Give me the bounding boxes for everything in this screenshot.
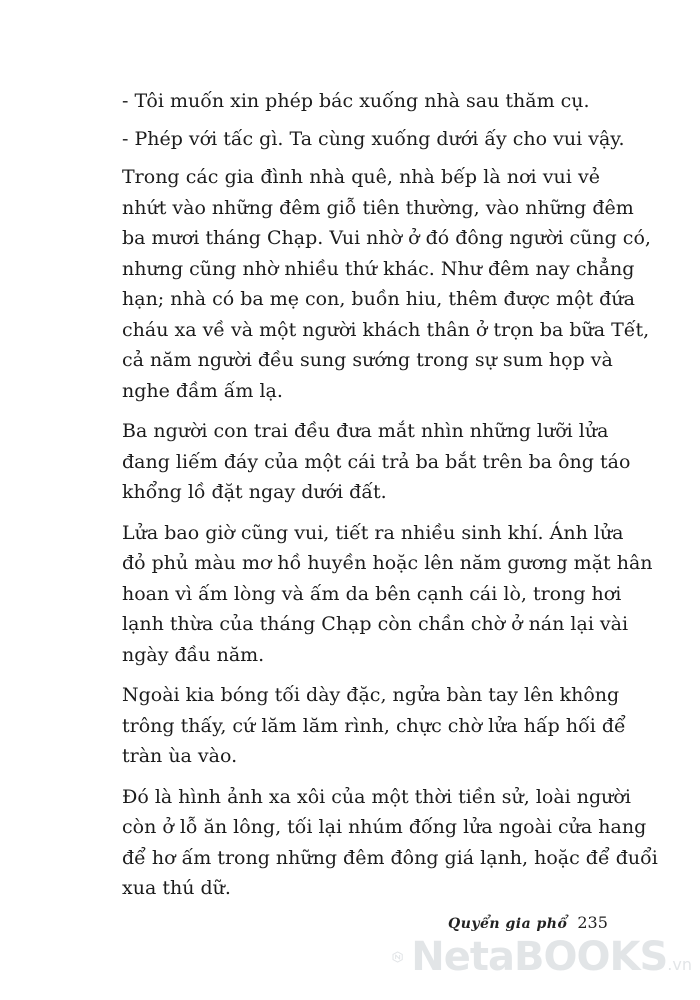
text-line: Ba người con trai đều đưa mắt nhìn những lưỡi lửa bbox=[122, 420, 609, 442]
dialogue-line-1: - Tôi muốn xin phép bác xuống nhà sau thăm cụ. bbox=[122, 90, 590, 112]
text-line: cháu xa về và một người khách thân ở trọn ba bữa Tết, bbox=[122, 318, 650, 341]
page-body bbox=[122, 86, 658, 914]
text-line: Lửa bao giờ cũng vui, tiết ra nhiều sinh khí. Ánh lửa bbox=[122, 521, 624, 544]
paragraph-4 bbox=[122, 680, 626, 772]
text-line: nhưng cũng nhờ nhiều thứ khác. Như đêm nay chẳng bbox=[122, 257, 635, 280]
running-title: Quyển gia phổ bbox=[448, 916, 568, 932]
text-line: đang liếm đáy của một cái trả ba bắt trên ba ông táo bbox=[122, 450, 631, 473]
text-line: Ngoài kia bóng tối dày đặc, ngửa bàn tay lên không bbox=[122, 684, 620, 706]
dialogue-line-2: - Phép với tấc gì. Ta cùng xuống dưới ấy cho vui vậy. bbox=[122, 128, 625, 150]
paragraph-2 bbox=[122, 416, 631, 508]
text-line: khổng lồ đặt ngay dưới đất. bbox=[122, 481, 387, 503]
text-line: xua thú dữ. bbox=[122, 877, 231, 899]
text-line: trông thấy, cứ lăm lăm rình, chực chờ lửa hấp hối để bbox=[122, 714, 626, 737]
text-line: hạn; nhà có ba mẹ con, buồn hiu, thêm được một đứa bbox=[122, 288, 635, 310]
paragraph-5 bbox=[122, 782, 658, 904]
text-line: hoan vì ấm lòng và ấm da bên cạnh cái lò, trong hơi bbox=[122, 582, 622, 605]
text-line: lạnh thừa của tháng Chạp còn chần chờ ở nán lại vài bbox=[122, 613, 629, 635]
text-line: còn ở lỗ ăn lông, tối lại nhúm đống lửa ngoài cửa hang bbox=[122, 816, 647, 838]
text-line: Trong các gia đình nhà quê, nhà bếp là nơi vui vẻ bbox=[122, 166, 600, 188]
watermark bbox=[392, 922, 692, 992]
text-line: để hơ ấm trong những đêm đông giá lạnh, hoặc để đuổi bbox=[122, 846, 658, 869]
text-line: nghe đầm ấm lạ. bbox=[122, 379, 283, 402]
watermark-text: NetaBOOKS.vn bbox=[411, 934, 692, 980]
paragraph-1 bbox=[122, 162, 651, 406]
paragraph-3 bbox=[122, 518, 653, 671]
netabooks-logo-icon bbox=[392, 929, 403, 985]
text-line: ngày đầu năm. bbox=[122, 643, 265, 666]
page-number: 235 bbox=[577, 913, 608, 932]
text-line: Đó là hình ảnh xa xôi của một thời tiền sử, loài người bbox=[122, 785, 631, 808]
text-line: đỏ phủ màu mơ hồ huyền hoặc lên năm gương mặt hân bbox=[122, 552, 653, 574]
text-line: tràn ùa vào. bbox=[122, 745, 238, 767]
text-line: cả năm người đều sung sướng trong sự sum họp và bbox=[122, 349, 613, 371]
text-line: nhứt vào những đêm giỗ tiên thường, vào những đêm bbox=[122, 196, 634, 219]
text-line: ba mươi tháng Chạp. Vui nhờ ở đó đông người cũng có, bbox=[122, 227, 651, 249]
